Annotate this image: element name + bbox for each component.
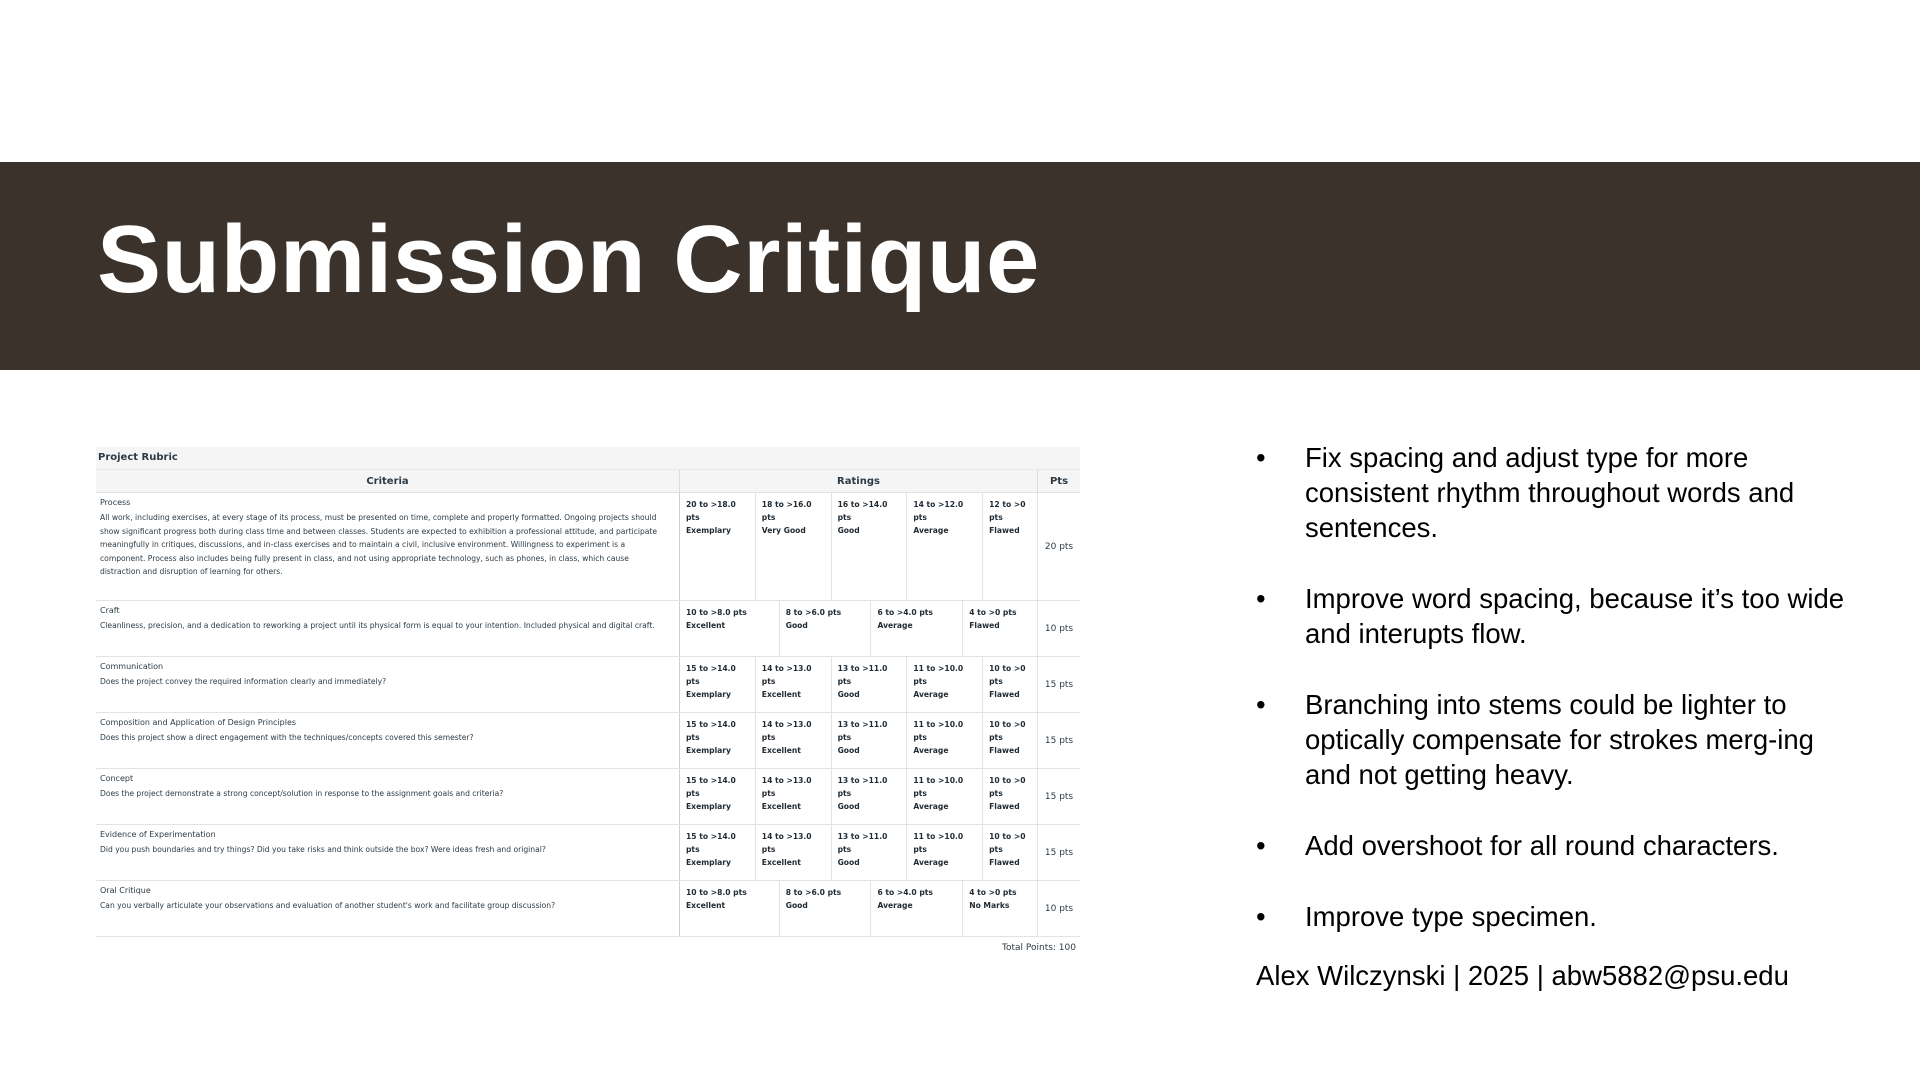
rating-label: Average <box>913 690 949 699</box>
note-item <box>1256 828 1856 863</box>
rating-label: Exemplary <box>686 526 732 535</box>
ratings-cell <box>680 713 1038 768</box>
rating-label: Good <box>837 690 860 699</box>
pts-header: Pts <box>1049 476 1069 487</box>
criterion-name: Evidence of Experimentation <box>100 830 216 839</box>
bullet-icon: • <box>1256 583 1266 614</box>
rating-label: Good <box>837 526 860 535</box>
criterion-points: 15 pts <box>1044 791 1074 802</box>
rubric-row <box>96 601 1080 657</box>
criterion-name: Process <box>100 498 131 507</box>
rating-option <box>907 713 983 768</box>
rating-option <box>832 769 908 824</box>
rubric-row <box>96 881 1080 937</box>
rating-option <box>780 601 872 656</box>
rating-range: 14 to >13.0 pts <box>761 664 812 686</box>
rating-range: 18 to >16.0 pts <box>761 500 812 522</box>
rating-option <box>680 601 780 656</box>
rating-option <box>756 825 832 880</box>
rating-label: Excellent <box>761 746 801 755</box>
criterion-description: All work, including exercises, at every stage of its process, must be presented on time, complete and properly formatted. Ongoing projects should show significant progress both during class time and between classes. Students are expected to exhibition a professional attitude, and participate meaningfully in critiques, discussions, and in-class exercises and to maintain a civil, inclusive environment. Willingness to experiment is a component. Process also includes being fully present in class, and not using appropriate technology, such as phones, in class, which cause distraction and disruption of learning for others. <box>100 513 658 576</box>
rating-label: Average <box>913 746 949 755</box>
rating-range: 14 to >12.0 pts <box>913 500 964 522</box>
criterion-cell <box>96 881 680 936</box>
rating-option <box>680 825 756 880</box>
rating-range: 13 to >11.0 pts <box>837 776 888 798</box>
bullet-icon: • <box>1256 689 1266 720</box>
rating-range: 4 to >0 pts <box>969 888 1017 897</box>
rating-range: 13 to >11.0 pts <box>837 664 888 686</box>
rating-range: 11 to >10.0 pts <box>913 664 964 686</box>
rating-option <box>680 493 756 600</box>
ratings-cell <box>680 825 1038 880</box>
rating-range: 15 to >14.0 pts <box>686 720 736 742</box>
criterion-points: 15 pts <box>1044 847 1074 858</box>
criterion-name: Communication <box>100 662 164 671</box>
criterion-cell <box>96 769 680 824</box>
rating-label: Average <box>913 802 949 811</box>
rating-label: Good <box>837 802 860 811</box>
rating-range: 15 to >14.0 pts <box>686 832 736 854</box>
rating-label: Exemplary <box>686 690 732 699</box>
rating-label: Good <box>785 901 808 910</box>
bullet-icon: • <box>1256 442 1266 473</box>
rating-option <box>680 713 756 768</box>
note-text: Fix spacing and adjust type for more consistent rhythm throughout words and sentences. <box>1305 442 1795 543</box>
criterion-cell <box>96 493 680 600</box>
rating-option <box>680 881 780 936</box>
rating-label: Average <box>913 526 949 535</box>
rating-option <box>983 493 1037 600</box>
rating-option <box>756 769 832 824</box>
rating-label: Average <box>877 901 913 910</box>
rating-range: 11 to >10.0 pts <box>913 832 964 854</box>
ratings-cell <box>680 881 1038 936</box>
ratings-cell <box>680 769 1038 824</box>
rating-range: 13 to >11.0 pts <box>837 832 888 854</box>
criterion-name: Composition and Application of Design Principles <box>100 718 297 727</box>
rating-label: Flawed <box>969 621 1000 630</box>
criterion-cell <box>96 713 680 768</box>
rubric-row <box>96 493 1080 601</box>
critique-notes <box>1256 440 1856 970</box>
rating-option <box>832 493 908 600</box>
note-item <box>1256 899 1856 934</box>
criterion-cell <box>96 601 680 656</box>
rating-option <box>680 769 756 824</box>
note-list <box>1256 440 1856 934</box>
rating-label: Very Good <box>761 526 806 535</box>
rating-label: Average <box>913 858 949 867</box>
ratings-header: Ratings <box>680 470 1038 492</box>
criterion-name: Concept <box>100 774 134 783</box>
criterion-description: Does the project demonstrate a strong concept/solution in response to the assignment goals and criteria? <box>100 789 504 798</box>
rating-range: 10 to >0 pts <box>989 832 1026 854</box>
ratings-cell <box>680 601 1038 656</box>
rating-label: Flawed <box>989 858 1020 867</box>
rating-label: Good <box>785 621 808 630</box>
rating-option <box>832 713 908 768</box>
rating-label: Exemplary <box>686 746 732 755</box>
author-credit: Alex Wilczynski | 2025 | abw5882@psu.edu <box>1256 960 1789 991</box>
rubric-header-row <box>96 469 1080 493</box>
bullet-icon: • <box>1256 901 1266 932</box>
rating-label: Average <box>877 621 913 630</box>
rating-label: Excellent <box>686 901 726 910</box>
rating-option <box>832 825 908 880</box>
rating-range: 6 to >4.0 pts <box>877 888 933 897</box>
note-text: Improve type specimen. <box>1305 901 1597 932</box>
rating-range: 15 to >14.0 pts <box>686 776 736 798</box>
ratings-cell <box>680 657 1038 712</box>
rating-range: 20 to >18.0 pts <box>686 500 736 522</box>
criterion-points: 10 pts <box>1044 903 1074 914</box>
criterion-points: 20 pts <box>1044 541 1074 552</box>
rating-option <box>907 493 983 600</box>
rating-range: 10 to >0 pts <box>989 664 1026 686</box>
criterion-name: Craft <box>100 606 120 615</box>
rubric-row <box>96 769 1080 825</box>
note-item <box>1256 687 1856 792</box>
rating-label: Flawed <box>989 802 1020 811</box>
criterion-description: Does the project convey the required information clearly and immediately? <box>100 677 387 686</box>
slide-title: Submission Critique <box>97 206 1040 313</box>
rating-range: 8 to >6.0 pts <box>785 608 842 617</box>
rubric-row <box>96 713 1080 769</box>
criterion-points: 15 pts <box>1044 679 1074 690</box>
criterion-description: Does this project show a direct engagement with the techniques/concepts covered this semester? <box>100 733 474 742</box>
rubric-row <box>96 825 1080 881</box>
rating-label: No Marks <box>969 901 1010 910</box>
rating-range: 10 to >8.0 pts <box>686 608 747 617</box>
rating-label: Excellent <box>761 690 801 699</box>
rating-range: 10 to >8.0 pts <box>686 888 747 897</box>
rating-label: Excellent <box>761 858 801 867</box>
rating-option <box>983 713 1037 768</box>
rating-range: 11 to >10.0 pts <box>913 776 964 798</box>
rating-range: 12 to >0 pts <box>989 500 1026 522</box>
rating-range: 14 to >13.0 pts <box>761 776 812 798</box>
rating-label: Excellent <box>761 802 801 811</box>
rating-option <box>963 601 1037 656</box>
criterion-description: Cleanliness, precision, and a dedication to reworking a project until its physical form is equal to your intention. Included physical and digital craft. <box>100 621 655 630</box>
rating-range: 14 to >13.0 pts <box>761 720 812 742</box>
rating-range: 6 to >4.0 pts <box>877 608 933 617</box>
rating-option <box>680 657 756 712</box>
criterion-description: Can you verbally articulate your observations and evaluation of another student's work and facilitate group discussion? <box>100 901 556 910</box>
rating-option <box>832 657 908 712</box>
rating-range: 13 to >11.0 pts <box>837 720 888 742</box>
rubric-title: Project Rubric <box>96 447 1080 469</box>
rating-range: 8 to >6.0 pts <box>785 888 842 897</box>
total-points: Total Points: 100 <box>1002 943 1076 953</box>
rating-option <box>983 769 1037 824</box>
project-rubric <box>96 447 1080 953</box>
ratings-cell <box>680 493 1038 600</box>
rating-option <box>871 601 963 656</box>
rating-option <box>907 657 983 712</box>
rating-label: Flawed <box>989 526 1020 535</box>
criterion-points: 15 pts <box>1044 735 1074 746</box>
rating-option <box>871 881 963 936</box>
rating-label: Flawed <box>989 746 1020 755</box>
rating-range: 14 to >13.0 pts <box>761 832 812 854</box>
criteria-header: Criteria <box>96 470 680 492</box>
rating-label: Flawed <box>989 690 1020 699</box>
rating-option <box>963 881 1037 936</box>
rubric-rows <box>96 493 1080 937</box>
criterion-name: Oral Critique <box>100 886 151 895</box>
bullet-icon: • <box>1256 830 1266 861</box>
rating-label: Exemplary <box>686 858 732 867</box>
rating-range: 16 to >14.0 pts <box>837 500 888 522</box>
note-item <box>1256 440 1856 545</box>
note-text: Branching into stems could be lighter to optically compensate for strokes merg-ing and not getting heavy. <box>1305 689 1814 790</box>
rubric-row <box>96 657 1080 713</box>
rating-option <box>907 769 983 824</box>
rating-option <box>756 493 832 600</box>
criterion-points: 10 pts <box>1044 623 1074 634</box>
rating-option <box>780 881 872 936</box>
note-text: Add overshoot for all round characters. <box>1305 830 1779 861</box>
rating-option <box>907 825 983 880</box>
rating-option <box>983 825 1037 880</box>
rating-label: Excellent <box>686 621 726 630</box>
rating-label: Exemplary <box>686 802 732 811</box>
rating-label: Good <box>837 858 860 867</box>
rating-range: 11 to >10.0 pts <box>913 720 964 742</box>
criterion-cell <box>96 657 680 712</box>
rating-option <box>756 657 832 712</box>
note-text: Improve word spacing, because it’s too wide and interupts flow. <box>1305 583 1845 649</box>
note-item <box>1256 581 1856 651</box>
criterion-cell <box>96 825 680 880</box>
rating-range: 15 to >14.0 pts <box>686 664 736 686</box>
rating-range: 10 to >0 pts <box>989 720 1026 742</box>
criterion-description: Did you push boundaries and try things? Did you take risks and think outside the box? Were ideas fresh and original? <box>100 845 546 854</box>
rating-option <box>756 713 832 768</box>
rating-range: 10 to >0 pts <box>989 776 1026 798</box>
rating-option <box>983 657 1037 712</box>
rating-range: 4 to >0 pts <box>969 608 1017 617</box>
rating-label: Good <box>837 746 860 755</box>
